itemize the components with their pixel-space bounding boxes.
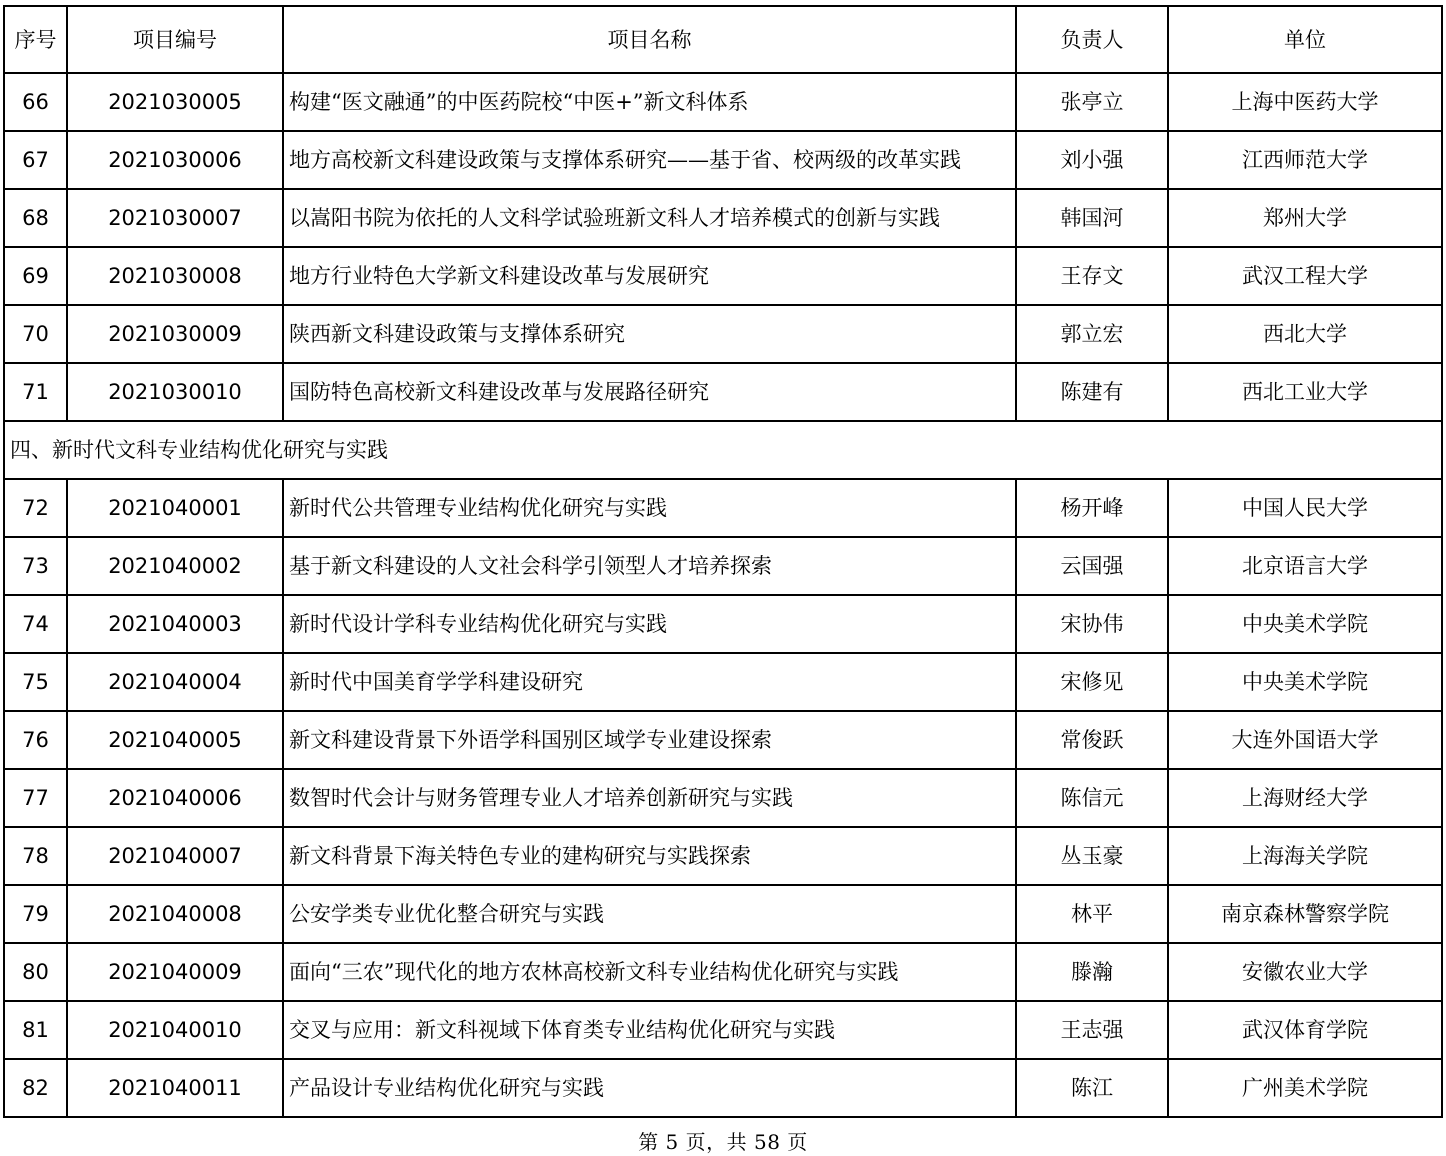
cell-unit: 上海财经大学 — [1168, 769, 1442, 827]
cell-name: 新文科建设背景下外语学科国别区域学专业建设探索 — [283, 711, 1016, 769]
cell-seq: 78 — [4, 827, 67, 885]
cell-unit: 江西师范大学 — [1168, 131, 1442, 189]
cell-leader: 云国强 — [1016, 537, 1168, 595]
cell-seq: 81 — [4, 1001, 67, 1059]
cell-name: 交叉与应用：新文科视域下体育类专业结构优化研究与实践 — [283, 1001, 1016, 1059]
cell-unit: 中央美术学院 — [1168, 653, 1442, 711]
cell-name: 新时代中国美育学学科建设研究 — [283, 653, 1016, 711]
cell-code: 2021040003 — [67, 595, 283, 653]
table-row — [4, 1001, 1442, 1059]
section-row — [4, 421, 1442, 479]
table-row — [4, 885, 1442, 943]
cell-unit: 西北工业大学 — [1168, 363, 1442, 421]
header-unit: 单位 — [1168, 6, 1442, 73]
table-row — [4, 769, 1442, 827]
cell-name: 地方行业特色大学新文科建设改革与发展研究 — [283, 247, 1016, 305]
cell-code: 2021040009 — [67, 943, 283, 1001]
cell-seq: 67 — [4, 131, 67, 189]
cell-unit: 上海中医药大学 — [1168, 73, 1442, 131]
table-row — [4, 711, 1442, 769]
table-row — [4, 189, 1442, 247]
cell-name: 新时代设计学科专业结构优化研究与实践 — [283, 595, 1016, 653]
project-table — [3, 5, 1443, 1118]
cell-leader: 刘小强 — [1016, 131, 1168, 189]
table-row — [4, 247, 1442, 305]
cell-code: 2021030005 — [67, 73, 283, 131]
cell-leader: 郭立宏 — [1016, 305, 1168, 363]
cell-name: 面向“三农”现代化的地方农林高校新文科专业结构优化研究与实践 — [283, 943, 1016, 1001]
cell-unit: 郑州大学 — [1168, 189, 1442, 247]
cell-leader: 王存文 — [1016, 247, 1168, 305]
cell-name: 地方高校新文科建设政策与支撑体系研究——基于省、校两级的改革实践 — [283, 131, 1016, 189]
cell-code: 2021030008 — [67, 247, 283, 305]
cell-name: 新时代公共管理专业结构优化研究与实践 — [283, 479, 1016, 537]
cell-unit: 北京语言大学 — [1168, 537, 1442, 595]
table-row — [4, 595, 1442, 653]
cell-seq: 82 — [4, 1059, 67, 1117]
header-seq: 序号 — [4, 6, 67, 73]
cell-leader: 陈江 — [1016, 1059, 1168, 1117]
cell-leader: 常俊跃 — [1016, 711, 1168, 769]
cell-name: 国防特色高校新文科建设改革与发展路径研究 — [283, 363, 1016, 421]
cell-code: 2021040007 — [67, 827, 283, 885]
cell-seq: 70 — [4, 305, 67, 363]
cell-seq: 74 — [4, 595, 67, 653]
cell-name: 数智时代会计与财务管理专业人才培养创新研究与实践 — [283, 769, 1016, 827]
cell-code: 2021030006 — [67, 131, 283, 189]
cell-leader: 滕瀚 — [1016, 943, 1168, 1001]
cell-code: 2021040008 — [67, 885, 283, 943]
cell-unit: 上海海关学院 — [1168, 827, 1442, 885]
cell-name: 基于新文科建设的人文社会科学引领型人才培养探索 — [283, 537, 1016, 595]
page-footer: 第 5 页，共 58 页 — [638, 1130, 808, 1154]
cell-leader: 韩国河 — [1016, 189, 1168, 247]
cell-code: 2021040004 — [67, 653, 283, 711]
cell-seq: 69 — [4, 247, 67, 305]
cell-seq: 75 — [4, 653, 67, 711]
cell-code: 2021040001 — [67, 479, 283, 537]
cell-leader: 陈信元 — [1016, 769, 1168, 827]
table-row — [4, 537, 1442, 595]
cell-seq: 71 — [4, 363, 67, 421]
cell-leader: 王志强 — [1016, 1001, 1168, 1059]
cell-seq: 72 — [4, 479, 67, 537]
cell-leader: 杨开峰 — [1016, 479, 1168, 537]
cell-leader: 张亭立 — [1016, 73, 1168, 131]
cell-code: 2021040010 — [67, 1001, 283, 1059]
cell-code: 2021040011 — [67, 1059, 283, 1117]
cell-unit: 大连外国语大学 — [1168, 711, 1442, 769]
cell-seq: 77 — [4, 769, 67, 827]
cell-code: 2021030007 — [67, 189, 283, 247]
cell-seq: 76 — [4, 711, 67, 769]
table-row — [4, 653, 1442, 711]
cell-name: 产品设计专业结构优化研究与实践 — [283, 1059, 1016, 1117]
cell-unit: 武汉工程大学 — [1168, 247, 1442, 305]
header-name: 项目名称 — [283, 6, 1016, 73]
cell-leader: 宋协伟 — [1016, 595, 1168, 653]
table-row — [4, 73, 1442, 131]
table-body-part-4 — [4, 479, 1442, 1117]
cell-seq: 68 — [4, 189, 67, 247]
cell-seq: 80 — [4, 943, 67, 1001]
header-leader: 负责人 — [1016, 6, 1168, 73]
cell-code: 2021040002 — [67, 537, 283, 595]
section-title: 四、新时代文科专业结构优化研究与实践 — [4, 421, 1442, 479]
cell-unit: 中央美术学院 — [1168, 595, 1442, 653]
cell-code: 2021040005 — [67, 711, 283, 769]
header-code: 项目编号 — [67, 6, 283, 73]
cell-code: 2021040006 — [67, 769, 283, 827]
table-row — [4, 479, 1442, 537]
cell-name: 构建“医文融通”的中医药院校“中医+”新文科体系 — [283, 73, 1016, 131]
table-row — [4, 131, 1442, 189]
cell-unit: 广州美术学院 — [1168, 1059, 1442, 1117]
cell-leader: 陈建有 — [1016, 363, 1168, 421]
cell-name: 公安学类专业优化整合研究与实践 — [283, 885, 1016, 943]
table-body-part-3 — [4, 73, 1442, 421]
cell-name: 以嵩阳书院为依托的人文科学试验班新文科人才培养模式的创新与实践 — [283, 189, 1016, 247]
table-row — [4, 305, 1442, 363]
cell-seq: 66 — [4, 73, 67, 131]
table-row — [4, 363, 1442, 421]
cell-leader: 林平 — [1016, 885, 1168, 943]
cell-seq: 73 — [4, 537, 67, 595]
cell-unit: 南京森林警察学院 — [1168, 885, 1442, 943]
cell-unit: 中国人民大学 — [1168, 479, 1442, 537]
cell-name: 新文科背景下海关特色专业的建构研究与实践探索 — [283, 827, 1016, 885]
cell-unit: 武汉体育学院 — [1168, 1001, 1442, 1059]
cell-leader: 宋修见 — [1016, 653, 1168, 711]
header-row — [4, 6, 1442, 73]
table-row — [4, 827, 1442, 885]
cell-name: 陕西新文科建设政策与支撑体系研究 — [283, 305, 1016, 363]
cell-code: 2021030010 — [67, 363, 283, 421]
cell-seq: 79 — [4, 885, 67, 943]
cell-unit: 安徽农业大学 — [1168, 943, 1442, 1001]
cell-code: 2021030009 — [67, 305, 283, 363]
table-row — [4, 943, 1442, 1001]
cell-leader: 丛玉豪 — [1016, 827, 1168, 885]
table-row — [4, 1059, 1442, 1117]
cell-unit: 西北大学 — [1168, 305, 1442, 363]
